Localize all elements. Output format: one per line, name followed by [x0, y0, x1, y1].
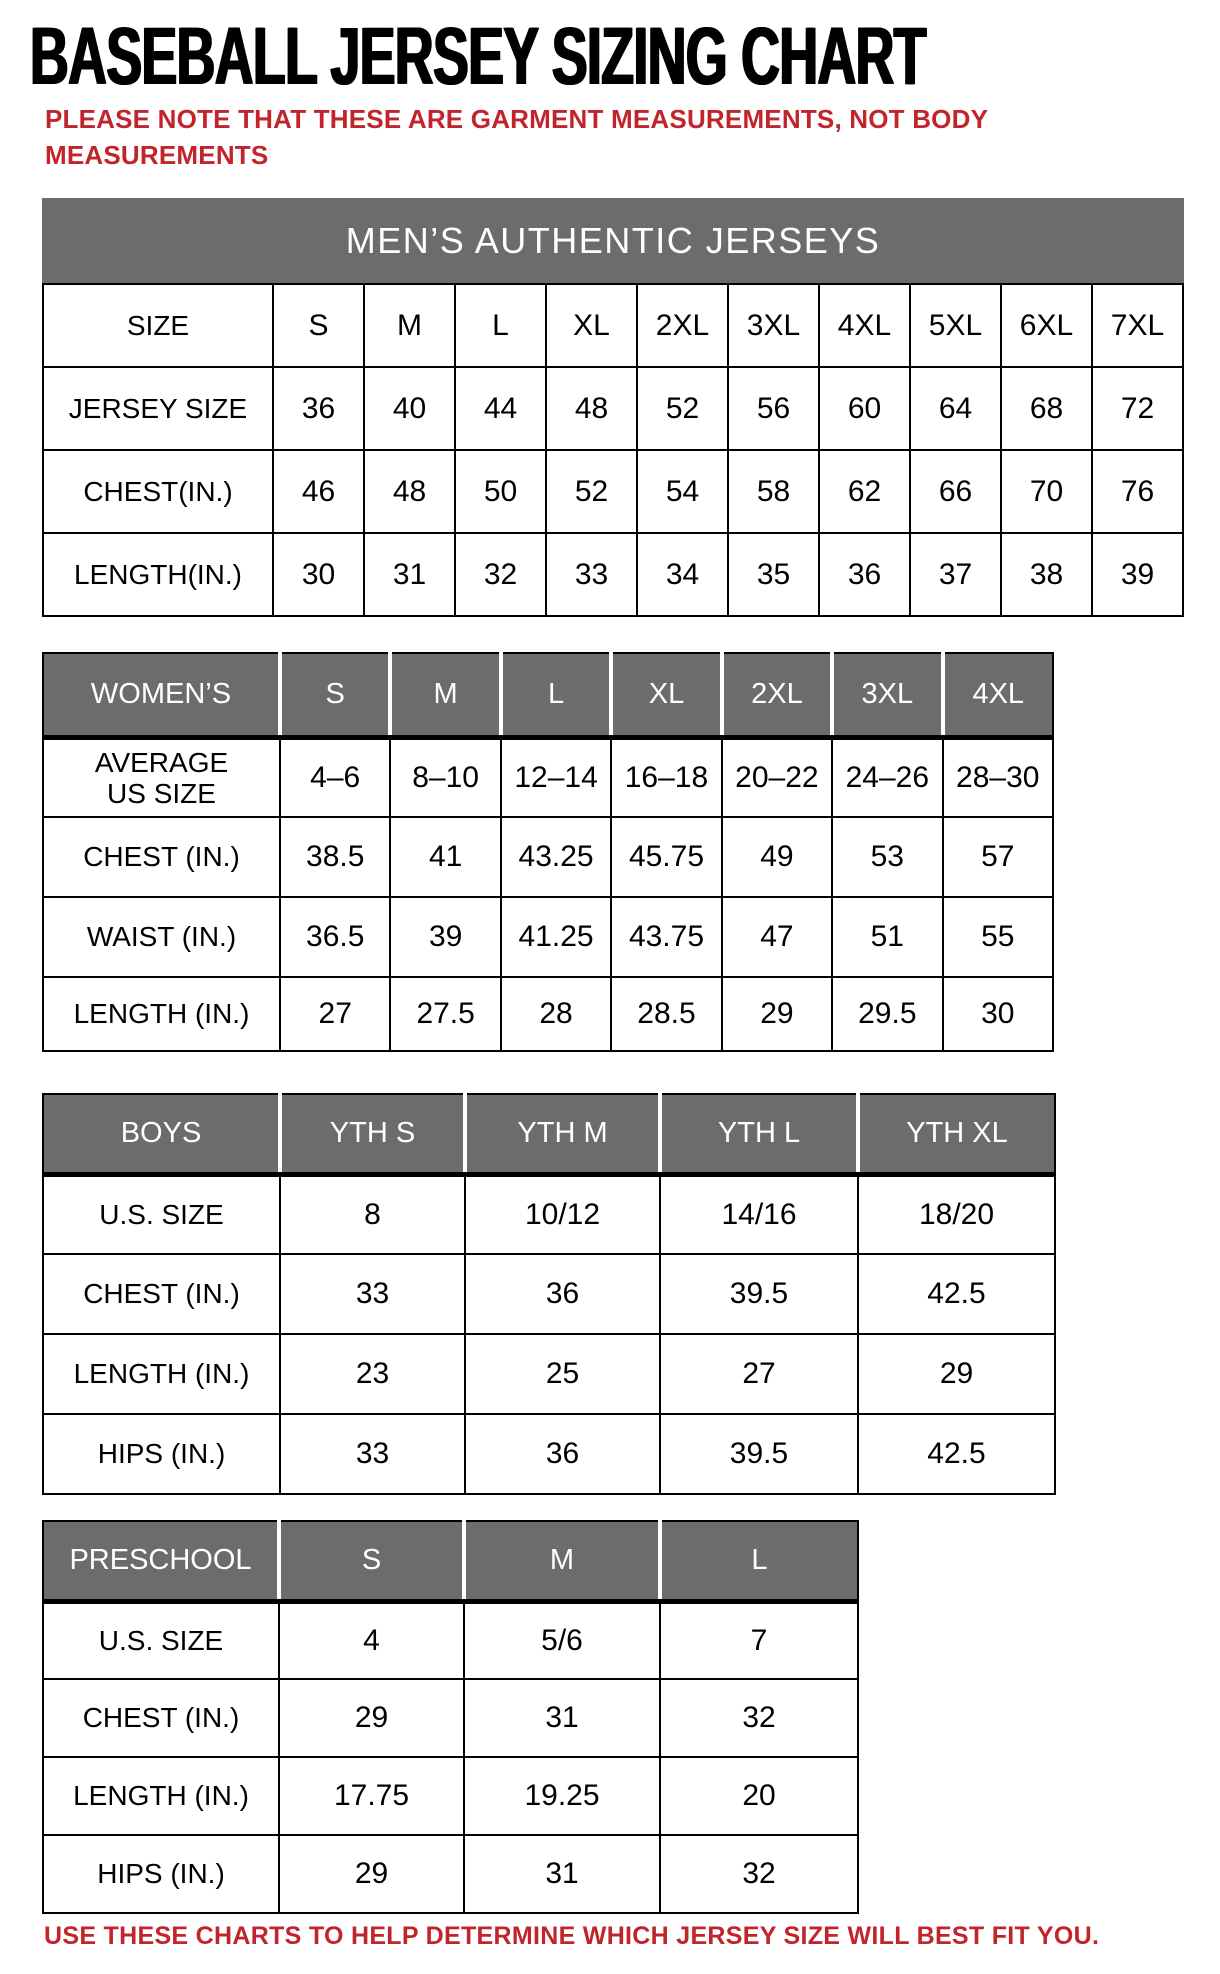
row-label-cell: HIPS (IN.): [43, 1835, 279, 1913]
table-header-row: [43, 1521, 858, 1601]
table-cell: 76: [1092, 450, 1183, 533]
table-cell: 54: [637, 450, 728, 533]
table-cell: 25: [465, 1334, 660, 1414]
mens-table-banner: MEN’S AUTHENTIC JERSEYS: [42, 198, 1184, 283]
table-row: [43, 533, 1183, 616]
header-cell: XL: [611, 653, 721, 737]
table-cell: 32: [455, 533, 546, 616]
header-cell: 7XL: [1092, 284, 1183, 367]
table-header-row: [43, 284, 1183, 367]
table-cell: 27: [280, 977, 390, 1051]
row-label-cell: LENGTH (IN.): [43, 1757, 279, 1835]
table-cell: 55: [943, 897, 1053, 977]
row-label-cell: LENGTH (IN.): [43, 1334, 280, 1414]
table-cell: 39: [1092, 533, 1183, 616]
table-cell: 43.75: [611, 897, 721, 977]
table-cell: 28.5: [611, 977, 721, 1051]
table-cell: 37: [910, 533, 1001, 616]
garment-note-line-1: PLEASE NOTE THAT THESE ARE GARMENT MEASUREMENTS, NOT BODY: [45, 104, 989, 134]
table-cell: 14/16: [660, 1174, 858, 1254]
table-row: [43, 1334, 1055, 1414]
table-cell: 49: [722, 817, 832, 897]
header-cell: PRESCHOOL: [43, 1521, 279, 1601]
table-cell: 34: [637, 533, 728, 616]
row-label-cell: SIZE: [43, 284, 273, 367]
table-cell: 43.25: [501, 817, 611, 897]
table-cell: 60: [819, 367, 910, 450]
table-cell: 36: [273, 367, 364, 450]
header-cell: 6XL: [1001, 284, 1092, 367]
table-cell: 48: [364, 450, 455, 533]
table-cell: 39: [390, 897, 500, 977]
table-cell: 36: [465, 1254, 660, 1334]
row-label-cell: U.S. SIZE: [43, 1601, 279, 1679]
page-title: BASEBALL JERSEY SIZING CHART: [30, 11, 926, 102]
table-cell: 36: [819, 533, 910, 616]
table-cell: 31: [364, 533, 455, 616]
header-cell: 2XL: [637, 284, 728, 367]
table-cell: 39.5: [660, 1414, 858, 1494]
preschool-sizing-table: [42, 1520, 859, 1914]
table-row: [43, 1414, 1055, 1494]
header-cell: YTH XL: [858, 1094, 1055, 1174]
table-row: [43, 1601, 858, 1679]
table-cell: 29: [279, 1835, 464, 1913]
table-cell: 31: [464, 1679, 660, 1757]
table-row: [43, 450, 1183, 533]
table-cell: 42.5: [858, 1414, 1055, 1494]
header-cell: M: [364, 284, 455, 367]
table-header-row: [43, 1094, 1055, 1174]
womens-sizing-table: [42, 652, 1054, 1052]
table-cell: 44: [455, 367, 546, 450]
garment-note: [45, 101, 988, 173]
header-cell: S: [280, 653, 390, 737]
table-cell: 30: [273, 533, 364, 616]
table-cell: 57: [943, 817, 1053, 897]
table-cell: 5/6: [464, 1601, 660, 1679]
header-cell: YTH M: [465, 1094, 660, 1174]
header-cell: BOYS: [43, 1094, 280, 1174]
table-cell: 58: [728, 450, 819, 533]
header-cell: L: [660, 1521, 858, 1601]
header-cell: 3XL: [832, 653, 942, 737]
table-cell: 36.5: [280, 897, 390, 977]
table-cell: 19.25: [464, 1757, 660, 1835]
table-row: [43, 1835, 858, 1913]
table-cell: 33: [546, 533, 637, 616]
table-cell: 29: [858, 1334, 1055, 1414]
table-cell: 50: [455, 450, 546, 533]
table-cell: 12–14: [501, 737, 611, 817]
table-cell: 70: [1001, 450, 1092, 533]
row-label-cell: JERSEY SIZE: [43, 367, 273, 450]
table-cell: 52: [546, 450, 637, 533]
table-row: [43, 367, 1183, 450]
boys-sizing-table: [42, 1093, 1056, 1495]
header-cell: M: [390, 653, 500, 737]
table-cell: 52: [637, 367, 728, 450]
header-cell: 5XL: [910, 284, 1001, 367]
table-cell: 32: [660, 1679, 858, 1757]
footer-note: USE THESE CHARTS TO HELP DETERMINE WHICH JERSEY SIZE WILL BEST FIT YOU.: [44, 1922, 1100, 1950]
table-cell: 16–18: [611, 737, 721, 817]
header-cell: L: [501, 653, 611, 737]
table-cell: 23: [280, 1334, 465, 1414]
table-row: [43, 1174, 1055, 1254]
table-row: [43, 1254, 1055, 1334]
row-label-cell: AVERAGE US SIZE: [43, 737, 280, 817]
table-cell: 29.5: [832, 977, 942, 1051]
table-cell: 42.5: [858, 1254, 1055, 1334]
table-cell: 18/20: [858, 1174, 1055, 1254]
header-cell: XL: [546, 284, 637, 367]
table-cell: 28: [501, 977, 611, 1051]
row-label-cell: LENGTH (IN.): [43, 977, 280, 1051]
table-row: [43, 977, 1053, 1051]
table-cell: 29: [722, 977, 832, 1051]
table-cell: 72: [1092, 367, 1183, 450]
header-cell: S: [273, 284, 364, 367]
table-cell: 8–10: [390, 737, 500, 817]
row-label-cell: WAIST (IN.): [43, 897, 280, 977]
mens-sizing-table: [42, 283, 1184, 617]
table-row: [43, 1757, 858, 1835]
header-cell: YTH S: [280, 1094, 465, 1174]
table-cell: 36: [465, 1414, 660, 1494]
table-cell: 27: [660, 1334, 858, 1414]
table-cell: 20: [660, 1757, 858, 1835]
table-cell: 31: [464, 1835, 660, 1913]
table-row: [43, 1679, 858, 1757]
table-cell: 38.5: [280, 817, 390, 897]
table-cell: 35: [728, 533, 819, 616]
table-cell: 45.75: [611, 817, 721, 897]
table-cell: 20–22: [722, 737, 832, 817]
table-row: [43, 737, 1053, 817]
row-label-cell: CHEST (IN.): [43, 817, 280, 897]
table-cell: 62: [819, 450, 910, 533]
row-label-cell: CHEST(IN.): [43, 450, 273, 533]
table-cell: 46: [273, 450, 364, 533]
row-label-cell: CHEST (IN.): [43, 1254, 280, 1334]
garment-note-line-2: MEASUREMENTS: [45, 140, 269, 170]
header-cell: L: [455, 284, 546, 367]
table-cell: 33: [280, 1254, 465, 1334]
header-cell: 3XL: [728, 284, 819, 367]
table-cell: 32: [660, 1835, 858, 1913]
table-cell: 39.5: [660, 1254, 858, 1334]
table-row: [43, 897, 1053, 977]
table-cell: 29: [279, 1679, 464, 1757]
table-cell: 7: [660, 1601, 858, 1679]
table-cell: 41: [390, 817, 500, 897]
table-cell: 53: [832, 817, 942, 897]
table-cell: 68: [1001, 367, 1092, 450]
table-cell: 66: [910, 450, 1001, 533]
table-cell: 30: [943, 977, 1053, 1051]
table-cell: 51: [832, 897, 942, 977]
table-cell: 10/12: [465, 1174, 660, 1254]
table-cell: 28–30: [943, 737, 1053, 817]
row-label-cell: LENGTH(IN.): [43, 533, 273, 616]
table-cell: 47: [722, 897, 832, 977]
table-cell: 48: [546, 367, 637, 450]
table-cell: 17.75: [279, 1757, 464, 1835]
table-header-row: [43, 653, 1053, 737]
table-cell: 56: [728, 367, 819, 450]
row-label-cell: CHEST (IN.): [43, 1679, 279, 1757]
table-cell: 27.5: [390, 977, 500, 1051]
header-cell: M: [464, 1521, 660, 1601]
table-cell: 64: [910, 367, 1001, 450]
table-cell: 33: [280, 1414, 465, 1494]
row-label-cell: HIPS (IN.): [43, 1414, 280, 1494]
table-cell: 4: [279, 1601, 464, 1679]
table-cell: 4–6: [280, 737, 390, 817]
header-cell: YTH L: [660, 1094, 858, 1174]
table-cell: 41.25: [501, 897, 611, 977]
table-cell: 24–26: [832, 737, 942, 817]
table-cell: 38: [1001, 533, 1092, 616]
header-cell: WOMEN’S: [43, 653, 280, 737]
table-cell: 40: [364, 367, 455, 450]
header-cell: S: [279, 1521, 464, 1601]
header-cell: 4XL: [943, 653, 1053, 737]
header-cell: 2XL: [722, 653, 832, 737]
header-cell: 4XL: [819, 284, 910, 367]
table-cell: 8: [280, 1174, 465, 1254]
row-label-cell: U.S. SIZE: [43, 1174, 280, 1254]
table-row: [43, 817, 1053, 897]
